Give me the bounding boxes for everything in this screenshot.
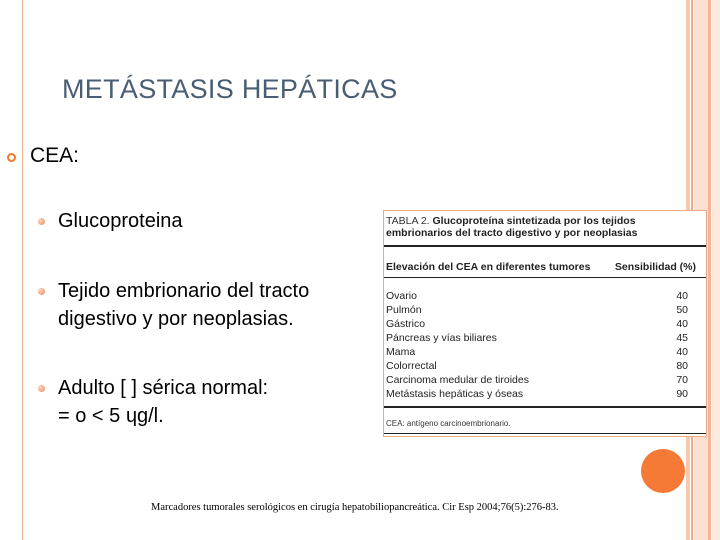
sub-bullet-line: Tejido embrionario del tracto <box>58 280 310 302</box>
table-rule <box>384 406 706 408</box>
table-row <box>386 374 700 388</box>
sub-bullet-line: digestivo y por neoplasias. <box>58 308 294 330</box>
table-header-col1: Elevación del CEA en diferentes tumores <box>386 261 591 273</box>
table-rule <box>384 433 706 434</box>
sub-bullet-line: = o < 5 ɥg/l. <box>58 405 164 427</box>
table-rule <box>384 245 706 247</box>
table-cell-value: 40 <box>676 318 688 330</box>
table-row <box>386 360 700 374</box>
dot-bullet-icon <box>38 385 45 392</box>
table-row <box>386 346 700 360</box>
table-cell-name: Mama <box>386 346 416 358</box>
table-cell-name: Ovario <box>386 290 417 302</box>
table-caption-text-2: embrionarios del tracto digestivo y por neoplasias <box>386 227 638 239</box>
decorative-circle <box>641 449 685 493</box>
table-cell-value: 40 <box>676 290 688 302</box>
sub-bullet-3 <box>58 374 268 430</box>
table-cell-name: Páncreas y vías biliares <box>386 332 497 344</box>
table-cell-name: Metástasis hepáticas y óseas <box>386 388 524 400</box>
citation: Marcadores tumorales serológicos en cirugía hepatobiliopancreática. Cir Esp 2004;76(5):276-83. <box>151 502 559 513</box>
table-row <box>386 388 700 402</box>
sub-bullet-line: Glucoproteina <box>58 210 183 232</box>
table-footnote: CEA: antígeno carcinoembrionario. <box>386 419 511 428</box>
table-caption-text: Glucoproteína sintetizada por los tejidos <box>432 215 636 227</box>
table-cell-name: Colorrectal <box>386 360 437 372</box>
table-cell-name: Pulmón <box>386 304 422 316</box>
table-cell-value: 70 <box>676 374 688 386</box>
dot-bullet-icon <box>38 218 45 225</box>
table-rule <box>384 277 706 278</box>
table-cell-name: Carcinoma medular de tiroides <box>386 374 529 386</box>
sub-bullet-2 <box>58 277 309 333</box>
table-cell-value: 90 <box>676 388 688 400</box>
table-row <box>386 332 700 346</box>
decorative-stripe <box>708 0 711 540</box>
ring-bullet-icon <box>7 153 16 162</box>
table-cell-value: 50 <box>676 304 688 316</box>
main-bullet-text: CEA: <box>30 144 80 167</box>
dot-bullet-icon <box>38 288 45 295</box>
table-cell-value: 45 <box>676 332 688 344</box>
table-row <box>386 290 700 304</box>
slide-title: METÁSTASIS HEPÁTICAS <box>62 74 398 104</box>
table-header-col2: Sensibilidad (%) <box>614 261 696 273</box>
cea-table <box>383 210 707 437</box>
left-border-line <box>22 0 23 540</box>
table-caption <box>386 215 696 239</box>
table-row <box>386 318 700 332</box>
table-caption-label: TABLA 2. <box>386 215 430 227</box>
table-row <box>386 304 700 318</box>
sub-bullet-line: Adulto [ ] sérica normal: <box>58 377 269 399</box>
table-cell-value: 80 <box>676 360 688 372</box>
decorative-stripe <box>712 0 720 540</box>
table-cell-name: Gástrico <box>386 318 426 330</box>
table-cell-value: 40 <box>676 346 688 358</box>
sub-bullet-1 <box>58 207 183 235</box>
